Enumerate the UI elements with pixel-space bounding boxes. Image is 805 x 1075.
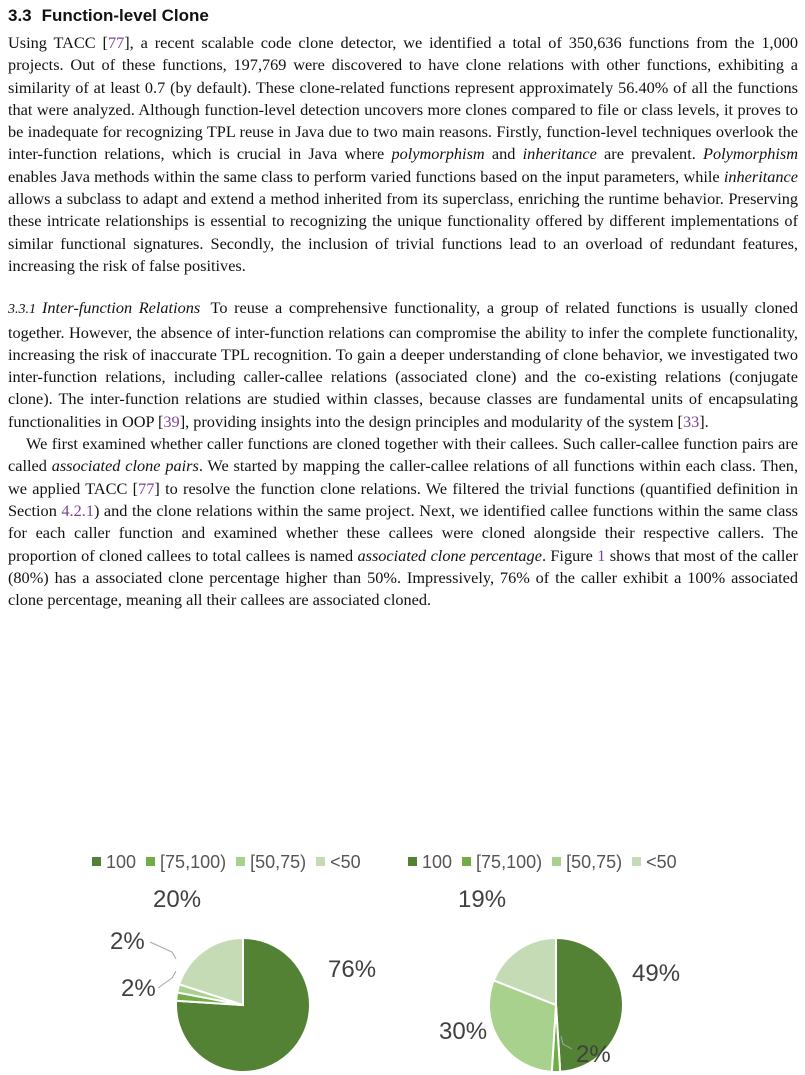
text: . We started by mapping the caller-callee relations of all functions within each class. Then, we applied TACC [ [8,456,799,498]
emphasis: inheritance [522,144,597,164]
text: are prevalent. [596,144,704,164]
text: ], providing insights into the design principles and modularity of the system [ [179,411,683,431]
legend-chart-2 [408,852,687,873]
legend-label: [75,100) [476,852,543,872]
emphasis: inheritance [723,166,798,186]
paragraph-associated-clone [8,433,798,611]
legend-swatch [462,857,471,866]
emphasis: associated clone pairs [51,456,199,476]
legend-swatch [408,857,417,866]
legend-item [408,852,452,873]
text: allows a subclass to adapt and extend a method inherited from its superclass, enriching the runtime behavior. Preserving these intricate relationships is essential to recognizing the unique functionality offered by different implementations of similar functional signatures. Secondly, the inclusion of trivial functions lead to an overload of redundant features, increasing the risk of false positives. [8,189,798,275]
text: ], a recent scalable code clone detector, we identified a total of 350,636 functions from the 1,000 projects. Out of these functions, 197,769 were discovered to have clone relations with other functions, exhibiting a similarity of at least 0.7 (by default). These clone-related functions represent approximately 56.40% of all the functions that were analyzed. Although function-level detection uncovers more clones compared to file or class levels, it proves to be inadequate for recognizing TPL reuse in Java due to two main reasons. Firstly, function-level techniques overlook the inter-function relations, which is crucial in Java where [8,33,798,164]
pie-2-label-100: 49% [632,960,681,987]
legend-label: <50 [330,852,361,872]
text: Using TACC [ [8,33,108,52]
pie-2-label-lt50: 19% [458,886,507,913]
legend-label: 100 [106,852,137,872]
citation-link[interactable]: 77 [107,33,125,52]
pie-2-label-50-75: 30% [439,1018,488,1045]
page [8,0,798,611]
paragraph-intro [8,32,798,277]
text: shows that most of the caller (80%) has a associated clone percentage higher than 50%. Impressively, 76% of the caller exhibit a 100% associated clone percentage, meaning all their callees are associated cloned. [8,545,799,610]
text: To reuse a comprehensive functionality, a group of related functions is usually cloned together. However, the absence of inter-function relations can compromise the ability to infer the complete functionality, increasing the risk of inaccurate TPL recognition. To gain a deeper understanding of clone behavior, we investigated two inter-function relations, including caller-callee relations (associated clone) and the co-existing relations (conjugate clone). The inter-function relations are studied within classes, because classes are fundamental units of encapsulating functionalities in OOP [ [8,298,798,431]
pie-1-label-100: 76% [328,956,377,983]
subsection-title: Inter-function Relations [42,298,201,318]
text: ]. [699,411,709,431]
pie-1-label-75-100: 2% [110,928,145,955]
emphasis: Polymorphism [703,144,798,164]
legend-item [462,852,542,873]
text: . Figure [541,545,598,565]
text: ) and the clone relations within the same project. Next, we identified callee functions within the same class for each caller function and examined whether these callees were cloned alongside their respective callers. The proportion of cloned callees to total callees is named [8,500,798,565]
section-heading [8,6,798,26]
legend-label: <50 [646,852,677,872]
paragraph-subsection [8,297,798,433]
pie-1-label-lt50: 20% [153,886,202,913]
legend-item [552,852,622,873]
legend-swatch [632,857,641,866]
section-title: Function-level Clone [41,6,209,25]
leader-line [158,971,176,988]
figure-pie-charts [0,838,805,1075]
subsection-number: 3.3.1 [8,302,36,318]
pie-chart-1 [0,838,805,1075]
legend-label: [50,75) [566,852,623,872]
citation-link[interactable]: 39 [163,411,180,431]
section-link[interactable]: 4.2.1 [61,500,94,520]
citation-link[interactable]: 33 [682,411,700,431]
pie-2-label-75-100: 2% [576,1041,611,1068]
emphasis: polymorphism [391,144,485,164]
section-number: 3.3 [8,6,32,25]
pie-1-label-50-75: 2% [121,975,156,1002]
citation-link[interactable]: 77 [138,478,155,498]
legend-swatch [552,857,561,866]
text: and [484,144,523,164]
legend-label: 100 [422,852,453,872]
text: ] to resolve the function clone relations. We filtered the trivial functions (quantified definition in Section [8,478,798,520]
text: enables Java methods within the same class to perform varied functions based on the input parameters, while [8,166,724,186]
legend-label: [50,75) [250,852,307,872]
leader-line [150,942,176,959]
legend-item [632,852,677,873]
emphasis: associated clone percentage [357,545,542,565]
legend-label: [75,100) [160,852,227,872]
text: We first examined whether caller functions are cloned together with their callees. Such caller-callee function pairs are called [8,434,798,476]
figure-link[interactable]: 1 [597,545,606,565]
